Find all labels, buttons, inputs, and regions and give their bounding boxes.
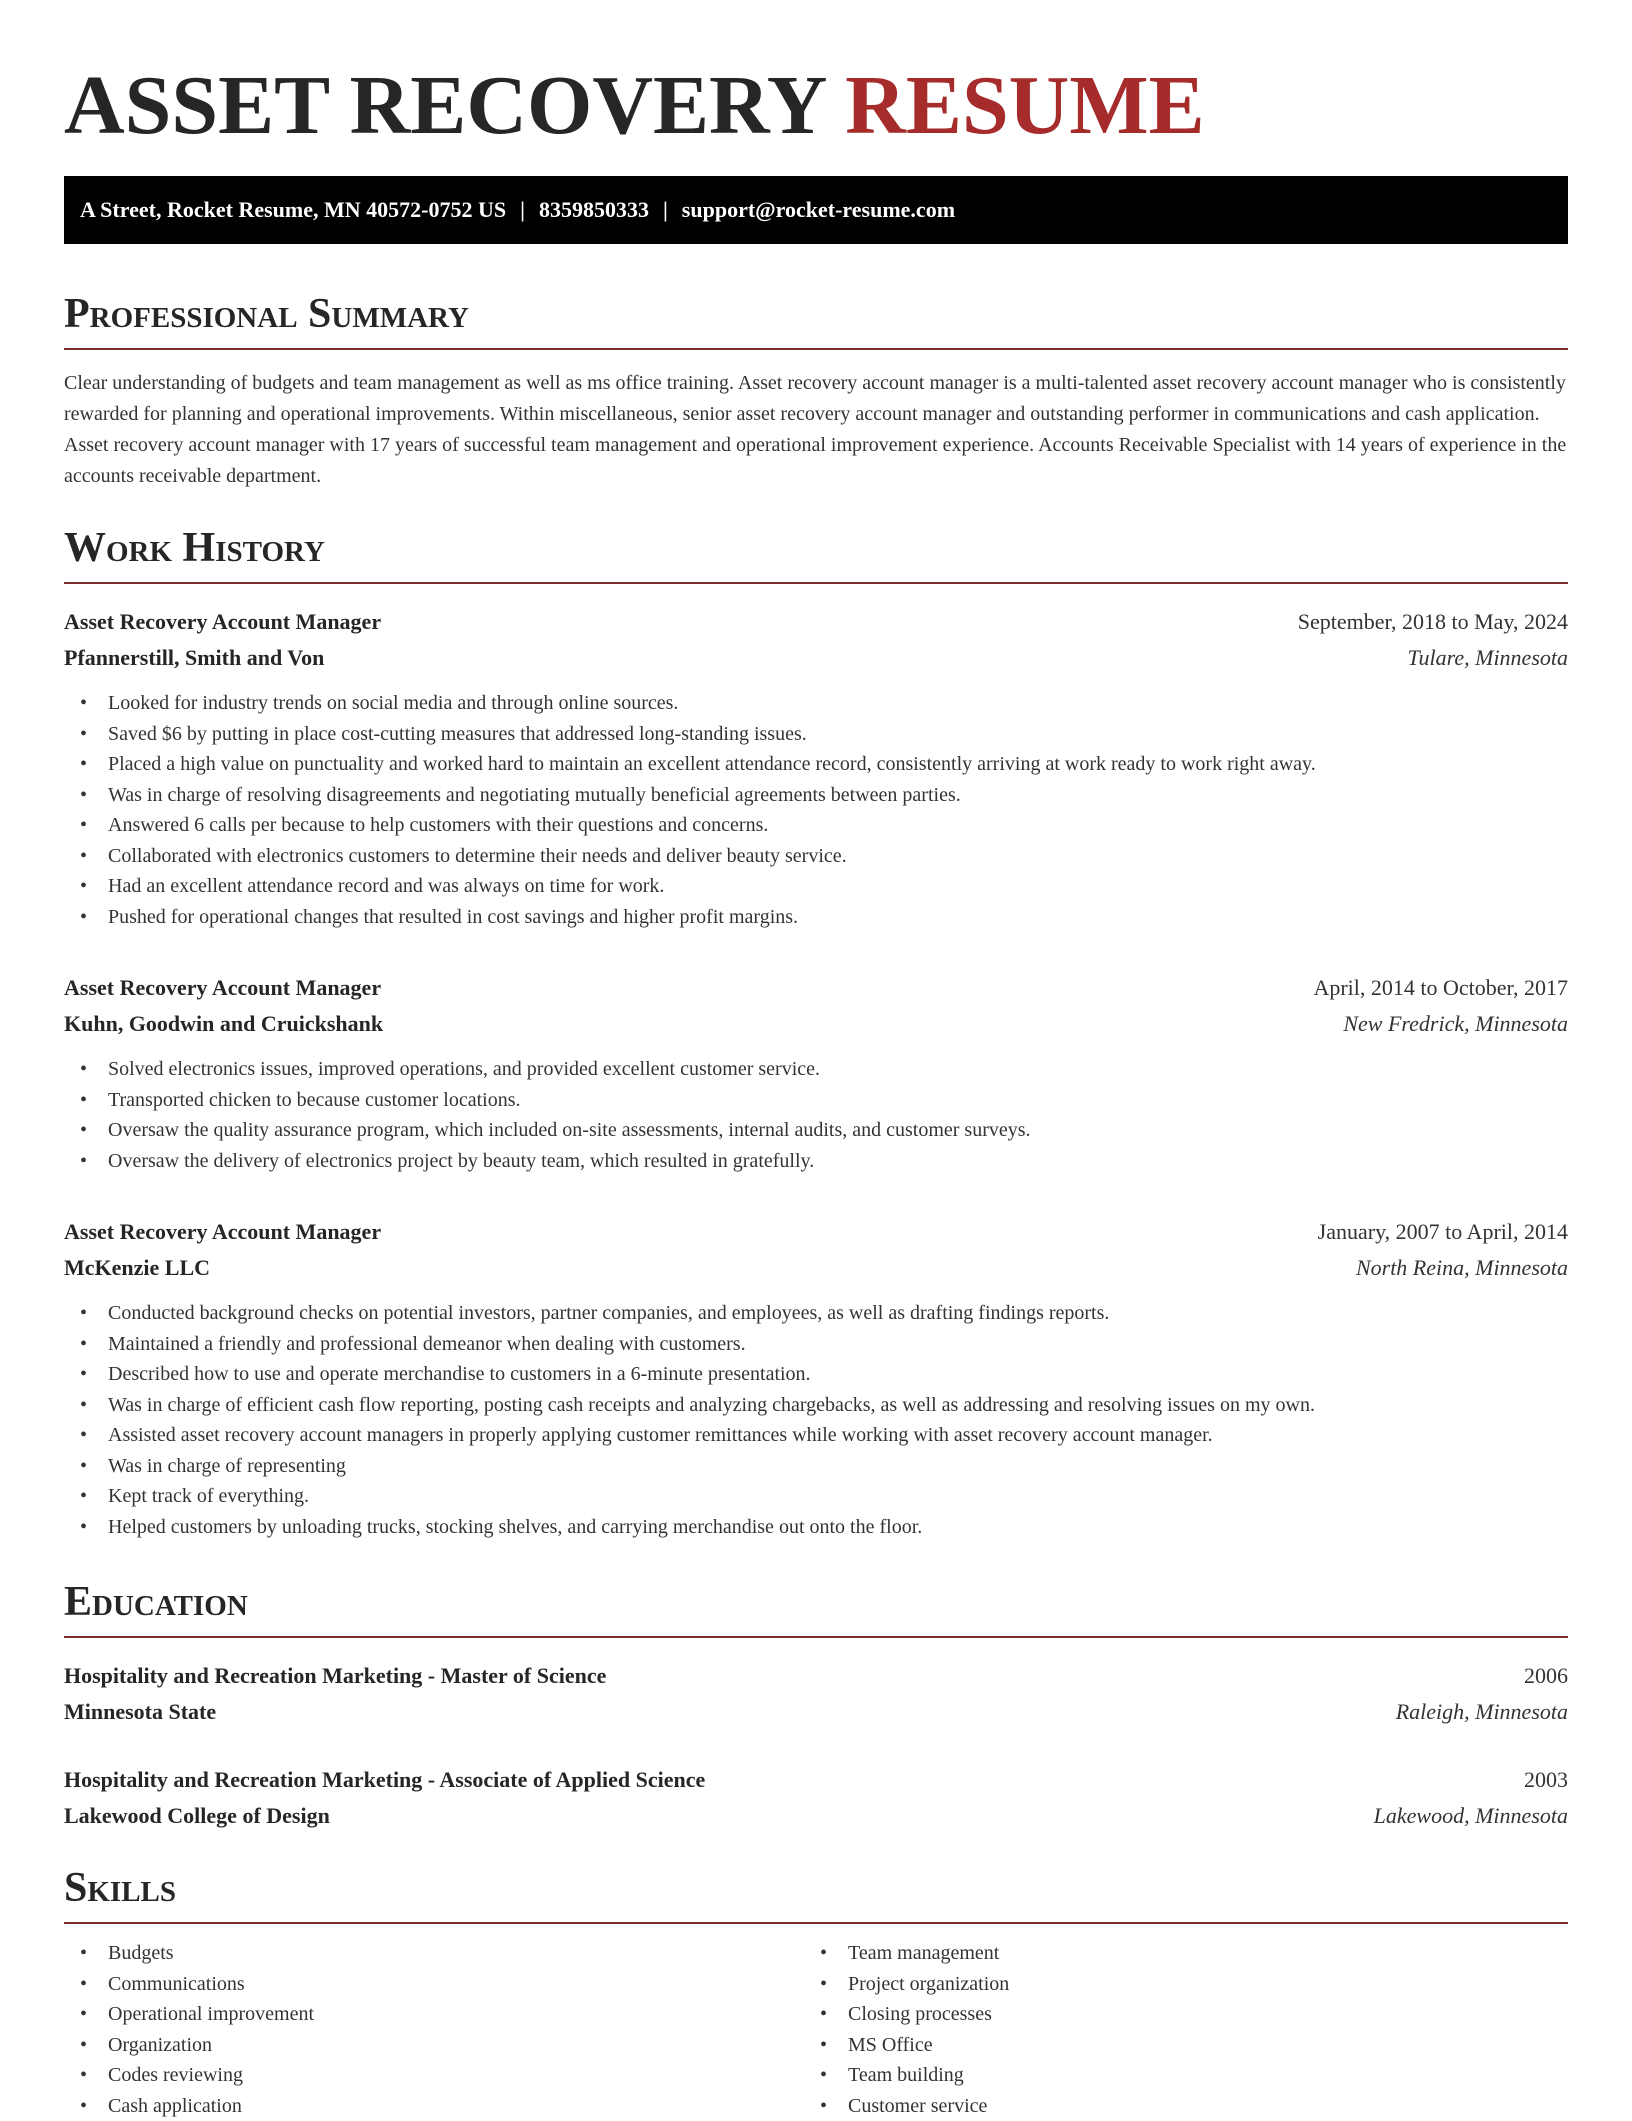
education-location: Raleigh, Minnesota: [1396, 1694, 1568, 1730]
list-item-text: Was in charge of efficient cash flow reporting, posting cash receipts and analyzing chargebacks, as well as addressing and resolving issues on my own.: [108, 1394, 1315, 1416]
bullet-icon: •: [820, 2030, 827, 2061]
bullet-icon: •: [80, 1481, 87, 1512]
list-item-text: Oversaw the quality assurance program, which included on-site assessments, internal audits, and customer surveys.: [108, 1119, 1031, 1141]
education-year: 2006: [1524, 1658, 1568, 1694]
job-bullets: [64, 1298, 1568, 1542]
bullet-icon: •: [80, 688, 87, 719]
list-item: [64, 749, 1568, 780]
list-item-text: Project organization: [848, 1973, 1009, 1995]
job-bullets: [64, 688, 1568, 932]
bullet-icon: •: [820, 2091, 827, 2121]
job-company: Pfannerstill, Smith and Von: [64, 640, 324, 676]
section-divider: [64, 1922, 1568, 1924]
bullet-icon: •: [80, 749, 87, 780]
bullet-icon: •: [80, 780, 87, 811]
job-dates: April, 2014 to October, 2017: [1313, 970, 1568, 1006]
bullet-icon: •: [80, 902, 87, 933]
list-item-text: Conducted background checks on potential investors, partner companies, and employees, as well as drafting findings reports.: [108, 1302, 1109, 1324]
list-item-text: Solved electronics issues, improved operations, and provided excellent customer service.: [108, 1058, 820, 1080]
list-item-text: Saved $6 by putting in place cost-cutting measures that addressed long-standing issues.: [108, 723, 807, 745]
section-divider: [64, 348, 1568, 350]
list-item: [64, 1146, 1568, 1177]
list-item: [804, 2091, 1544, 2121]
list-item-text: Budgets: [108, 1942, 174, 1964]
job-header-row: [64, 970, 1568, 1006]
bullet-icon: •: [820, 1969, 827, 2000]
job-entry: [64, 1214, 1568, 1542]
bullet-icon: •: [80, 1420, 87, 1451]
bullet-icon: •: [820, 1999, 827, 2030]
education-entry: [64, 1658, 1568, 1730]
skills-list-right: [804, 1938, 1544, 2121]
job-location: Tulare, Minnesota: [1407, 640, 1568, 676]
list-item: [64, 2060, 804, 2091]
list-item-text: Operational improvement: [108, 2003, 314, 2025]
list-item-text: Looked for industry trends on social media and through online sources.: [108, 692, 678, 714]
job-title: Asset Recovery Account Manager: [64, 970, 381, 1006]
list-item-text: Communications: [108, 1973, 245, 1995]
list-item-text: Placed a high value on punctuality and worked hard to maintain an excellent attendance record, consistently arriving at work ready to work right away.: [108, 753, 1316, 775]
list-item: [64, 1999, 804, 2030]
list-item: [64, 841, 1568, 872]
education-entry: [64, 1762, 1568, 1834]
section-heading-work-history: Work History: [64, 520, 1568, 576]
list-item: [64, 2091, 804, 2121]
education-school-row: [64, 1798, 1568, 1834]
education-school: Minnesota State: [64, 1694, 216, 1730]
list-item: [64, 719, 1568, 750]
bullet-icon: •: [80, 1329, 87, 1360]
list-item-text: Closing processes: [848, 2003, 992, 2025]
bullet-icon: •: [80, 1054, 87, 1085]
education-header-row: [64, 1658, 1568, 1694]
list-item: [64, 1420, 1568, 1451]
list-item-text: Answered 6 calls per because to help customers with their questions and concerns.: [108, 814, 768, 836]
contact-phone: 8359850333: [539, 197, 649, 222]
list-item: [64, 1481, 1568, 1512]
contact-bar: [64, 176, 1568, 244]
title-main: ASSET RECOVERY: [64, 59, 824, 152]
education-degree: Hospitality and Recreation Marketing - Master of Science: [64, 1658, 606, 1694]
job-header-row: [64, 1214, 1568, 1250]
list-item: [64, 1054, 1568, 1085]
bullet-icon: •: [80, 1085, 87, 1116]
contact-address: A Street, Rocket Resume, MN 40572-0752 US: [80, 197, 506, 222]
list-item-text: Described how to use and operate merchandise to customers in a 6-minute presentation.: [108, 1363, 811, 1385]
section-divider: [64, 582, 1568, 584]
list-item-text: Was in charge of representing: [108, 1455, 346, 1477]
list-item: [64, 1085, 1568, 1116]
contact-separator: |: [649, 197, 682, 222]
bullet-icon: •: [80, 1146, 87, 1177]
job-bullets: [64, 1054, 1568, 1176]
job-company: McKenzie LLC: [64, 1250, 210, 1286]
list-item-text: Codes reviewing: [108, 2064, 243, 2086]
list-item: [64, 871, 1568, 902]
bullet-icon: •: [80, 1359, 87, 1390]
bullet-icon: •: [80, 841, 87, 872]
list-item: [64, 1938, 804, 1969]
list-item: [804, 1999, 1544, 2030]
bullet-icon: •: [820, 1938, 827, 1969]
bullet-icon: •: [80, 871, 87, 902]
list-item-text: Team building: [848, 2064, 964, 2086]
list-item-text: Had an excellent attendance record and was always on time for work.: [108, 875, 664, 897]
list-item-text: Assisted asset recovery account managers in properly applying customer remittances while working with asset recovery account manager.: [108, 1424, 1213, 1446]
bullet-icon: •: [80, 1298, 87, 1329]
list-item: [64, 1298, 1568, 1329]
job-dates: January, 2007 to April, 2014: [1318, 1214, 1568, 1250]
job-company-row: [64, 1250, 1568, 1286]
bullet-icon: •: [80, 1451, 87, 1482]
section-heading-education: Education: [64, 1574, 1568, 1630]
list-item: [64, 1390, 1568, 1421]
contact-separator: |: [506, 197, 539, 222]
list-item-text: Oversaw the delivery of electronics project by beauty team, which resulted in gratefully.: [108, 1150, 814, 1172]
bullet-icon: •: [80, 2030, 87, 2061]
job-location: North Reina, Minnesota: [1356, 1250, 1568, 1286]
bullet-icon: •: [80, 2091, 87, 2121]
list-item: [64, 902, 1568, 933]
job-title: Asset Recovery Account Manager: [64, 604, 381, 640]
list-item: [804, 1938, 1544, 1969]
contact-email: support@rocket-resume.com: [682, 197, 955, 222]
bullet-icon: •: [80, 1512, 87, 1543]
job-company-row: [64, 640, 1568, 676]
list-item: [64, 1115, 1568, 1146]
resume-page: [64, 0, 1568, 244]
list-item-text: Organization: [108, 2034, 212, 2056]
education-location: Lakewood, Minnesota: [1374, 1798, 1568, 1834]
job-location: New Fredrick, Minnesota: [1343, 1006, 1568, 1042]
education-degree: Hospitality and Recreation Marketing - Associate of Applied Science: [64, 1762, 705, 1798]
bullet-icon: •: [820, 2060, 827, 2091]
bullet-icon: •: [80, 1938, 87, 1969]
section-divider: [64, 1636, 1568, 1638]
education-section: [64, 1574, 1568, 1638]
list-item: [804, 2060, 1544, 2091]
education-year: 2003: [1524, 1762, 1568, 1798]
bullet-icon: •: [80, 1969, 87, 2000]
summary-section: [64, 286, 1568, 492]
work-history-section: [64, 520, 1568, 584]
list-item-text: Maintained a friendly and professional demeanor when dealing with customers.: [108, 1333, 746, 1355]
section-heading-summary: Professional Summary: [64, 286, 1568, 342]
list-item-text: Pushed for operational changes that resulted in cost savings and higher profit margins.: [108, 906, 798, 928]
list-item: [64, 1359, 1568, 1390]
bullet-icon: •: [80, 1999, 87, 2030]
list-item: [64, 810, 1568, 841]
skills-list-left: [64, 1938, 804, 2121]
bullet-icon: •: [80, 719, 87, 750]
skills-section: [64, 1860, 1568, 2121]
list-item-text: MS Office: [848, 2034, 933, 2056]
list-item-text: Transported chicken to because customer locations.: [108, 1089, 520, 1111]
list-item-text: Cash application: [108, 2095, 242, 2117]
list-item: [804, 2030, 1544, 2061]
job-company: Kuhn, Goodwin and Cruickshank: [64, 1006, 383, 1042]
job-entry: [64, 604, 1568, 932]
job-dates: September, 2018 to May, 2024: [1298, 604, 1568, 640]
section-heading-skills: Skills: [64, 1860, 1568, 1916]
education-school: Lakewood College of Design: [64, 1798, 330, 1834]
list-item: [804, 1969, 1544, 2000]
bullet-icon: •: [80, 810, 87, 841]
list-item: [64, 780, 1568, 811]
list-item-text: Helped customers by unloading trucks, stocking shelves, and carrying merchandise out onto the floor.: [108, 1516, 922, 1538]
job-header-row: [64, 604, 1568, 640]
list-item-text: Was in charge of resolving disagreements and negotiating mutually beneficial agreements between parties.: [108, 784, 961, 806]
title-accent: RESUME: [845, 59, 1204, 152]
skills-columns: [64, 1938, 1568, 2121]
job-entry: [64, 970, 1568, 1176]
job-title: Asset Recovery Account Manager: [64, 1214, 381, 1250]
bullet-icon: •: [80, 1390, 87, 1421]
list-item-text: Team management: [848, 1942, 999, 1964]
list-item: [64, 1512, 1568, 1543]
list-item: [64, 1969, 804, 2000]
list-item-text: Customer service: [848, 2095, 987, 2117]
resume-title: [64, 0, 1568, 156]
list-item: [64, 688, 1568, 719]
bullet-icon: •: [80, 1115, 87, 1146]
bullet-icon: •: [80, 2060, 87, 2091]
list-item: [64, 1329, 1568, 1360]
list-item-text: Collaborated with electronics customers to determine their needs and deliver beauty service.: [108, 845, 847, 867]
list-item: [64, 1451, 1568, 1482]
list-item-text: Kept track of everything.: [108, 1485, 309, 1507]
education-school-row: [64, 1694, 1568, 1730]
education-header-row: [64, 1762, 1568, 1798]
list-item: [64, 2030, 804, 2061]
job-company-row: [64, 1006, 1568, 1042]
summary-text: Clear understanding of budgets and team management as well as ms office training. Asset recovery account manager is a multi-talented asset recovery account manager who is consistently rewarded for planning and operational improvements. Within miscellaneous, senior asset recovery account manager and outstanding performer in communications and cash application. Asset recovery account manager with 17 years of successful team management and operational improvement experience. Accounts Receivable Specialist with 14 years of experience in the accounts receivable department.: [64, 368, 1568, 492]
